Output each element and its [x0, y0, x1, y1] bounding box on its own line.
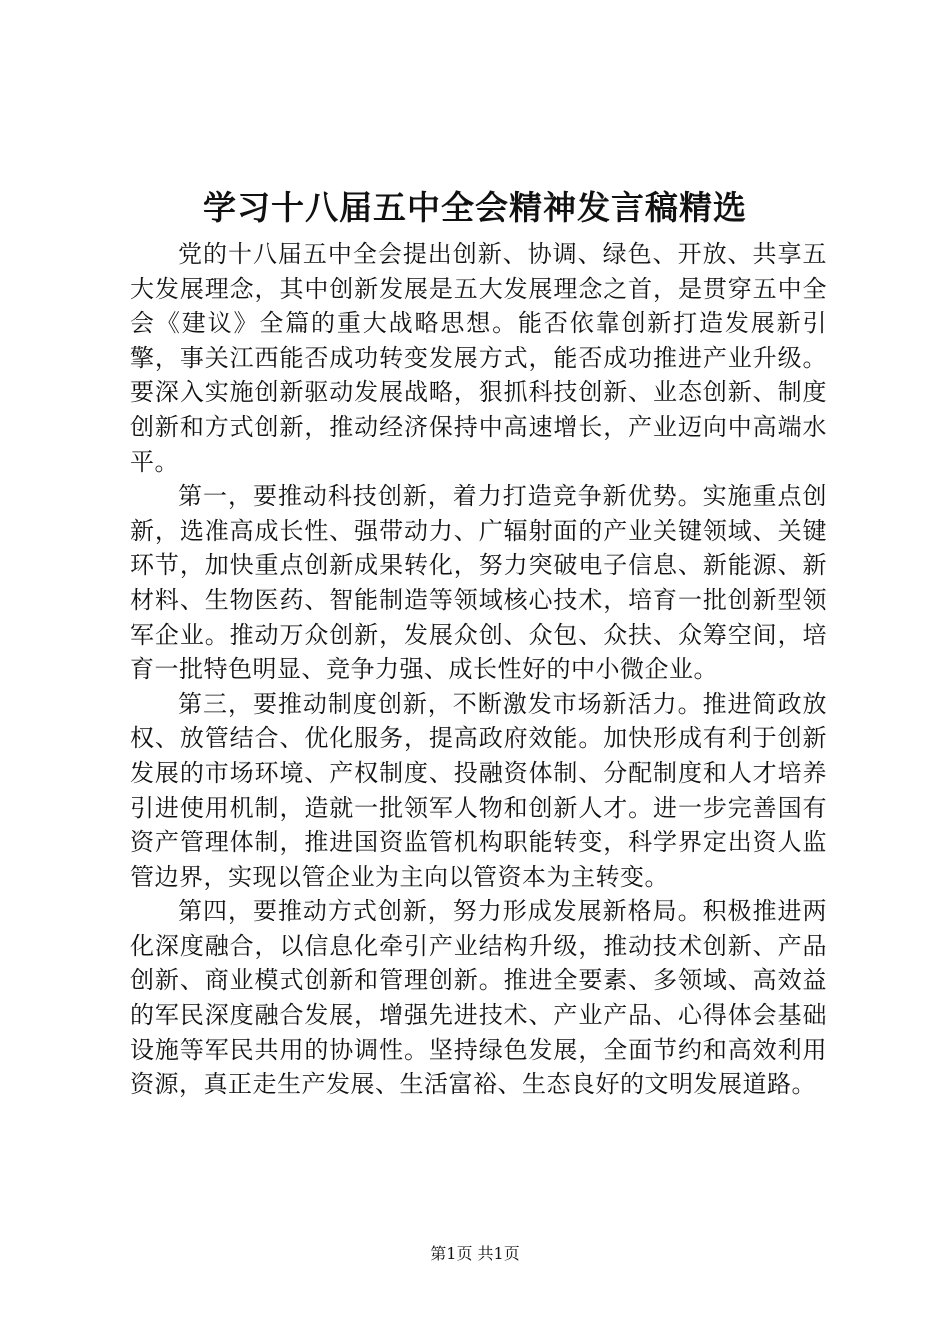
document-body: [130, 237, 827, 1102]
page-footer: [0, 1243, 950, 1265]
page-number: 第1页: [430, 1244, 473, 1263]
paragraph-mode-innovation: 第四，要推动方式创新，努力形成发展新格局。积极推进两化深度融合，以信息化牵引产业结构升级，推动技术创新、产品创新、商业模式创新和管理创新。推进全要素、多领域、高效益的军民深度融合发展，增强先进技术、产业产品、心得体会基础设施等军民共用的协调性。坚持绿色发展，全面节约和高效利用资源，真正走生产发展、生活富裕、生态良好的文明发展道路。: [130, 897, 827, 1099]
paragraph-intro: 党的十八届五中全会提出创新、协调、绿色、开放、共享五大发展理念，其中创新发展是五大发展理念之首，是贯穿五中全会《建议》全篇的重大战略思想。能否依靠创新打造发展新引擎，事关江西能否成功转变发展方式，能否成功推进产业升级。要深入实施创新驱动发展战略，狠抓科技创新、业态创新、制度创新和方式创新，推动经济保持中高速增长，产业迈向中高端水平。: [130, 240, 827, 476]
paragraph-institutional-innovation: 第三，要推动制度创新，不断激发市场新活力。推进简政放权、放管结合、优化服务，提高政府效能。加快形成有利于创新发展的市场环境、产权制度、投融资体制、分配制度和人才培养引进使用机制，造就一批领军人物和创新人才。进一步完善国有资产管理体制，推进国资监管机构职能转变，科学界定出资人监管边界，实现以管企业为主向以管资本为主转变。: [130, 689, 827, 891]
page-total: 共1页: [477, 1244, 520, 1263]
document-title: 学习十八届五中全会精神发言稿精选: [203, 188, 747, 227]
paragraph-tech-innovation: 第一，要推动科技创新，着力打造竞争新优势。实施重点创新，选准高成长性、强带动力、广辐射面的产业关键领域、关键环节，加快重点创新成果转化，努力突破电子信息、新能源、新材料、生物医药、智能制造等领域核心技术，培育一批创新型领军企业。推动万众创新，发展众创、众包、众扶、众筹空间，培育一批特色明显、竞争力强、成长性好的中小微企业。: [130, 482, 827, 684]
